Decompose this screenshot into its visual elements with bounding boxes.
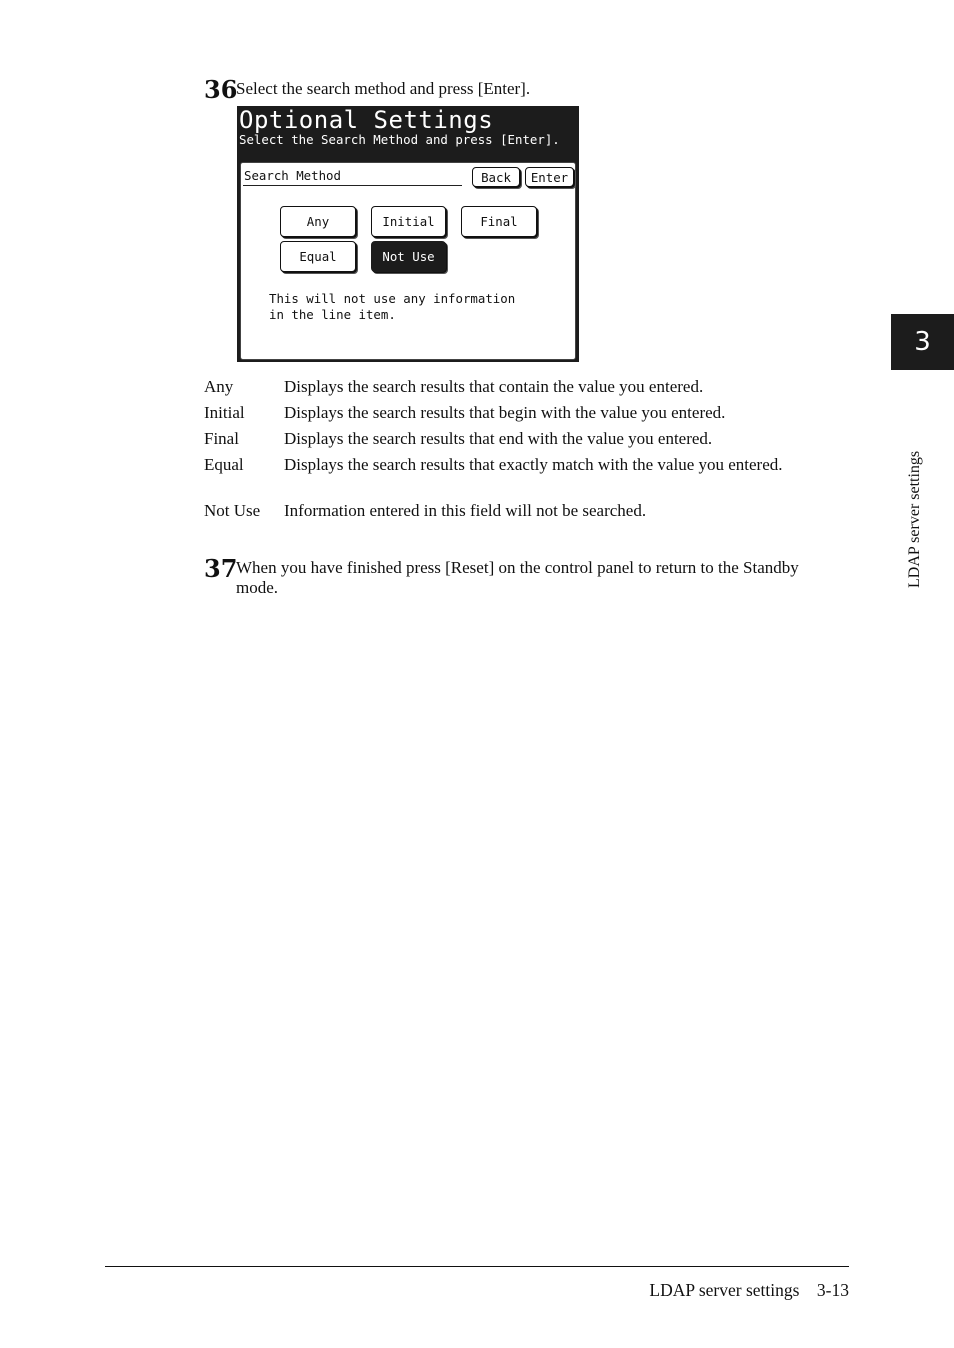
footer-section: LDAP server settings [649,1280,800,1300]
search-method-label: Search Method [244,168,341,183]
side-section-label: LDAP server settings [906,450,923,588]
step-36-text: Select the search method and press [Enter]. [236,79,531,98]
lcd-screen [237,106,579,362]
desc-equal: Displays the search results that exactly match with the value you entered. [284,455,783,474]
option-equal-button[interactable]: Equal [280,241,356,272]
desc-final: Displays the search results that end with the value you entered. [284,429,713,448]
enter-button[interactable]: Enter [525,167,574,187]
page-number: 3-13 [816,1280,849,1300]
desc-initial: Displays the search results that begin with the value you entered. [284,403,726,422]
option-not-use-button[interactable]: Not Use [371,241,446,272]
footer [649,1279,849,1301]
step-37-number: 37 [204,554,238,583]
term-initial: Initial [204,403,245,422]
footer-rule [105,1266,849,1267]
field-underline [243,185,462,186]
step-36-number: 36 [204,75,238,104]
help-text: This will not use any information in the line item. [269,291,516,322]
screen-subtitle: Select the Search Method and press [Enter]. [239,132,560,147]
desc-not-use: Information entered in this field will not be searched. [284,501,647,520]
step-37-text: When you have finished press [Reset] on the control panel to return to the Standby mode. [236,558,799,597]
term-final: Final [204,429,239,448]
term-any: Any [204,377,234,396]
term-not-use: Not Use [204,501,261,520]
option-any-button[interactable]: Any [280,206,356,237]
back-button[interactable]: Back [472,167,520,187]
option-initial-button[interactable]: Initial [371,206,446,237]
term-equal: Equal [204,455,244,474]
desc-any: Displays the search results that contain the value you entered. [284,377,704,396]
screen-panel [240,162,576,360]
option-final-button[interactable]: Final [461,206,537,237]
screen-title: Optional Settings [239,106,494,134]
chapter-tab: 3 [891,314,954,370]
